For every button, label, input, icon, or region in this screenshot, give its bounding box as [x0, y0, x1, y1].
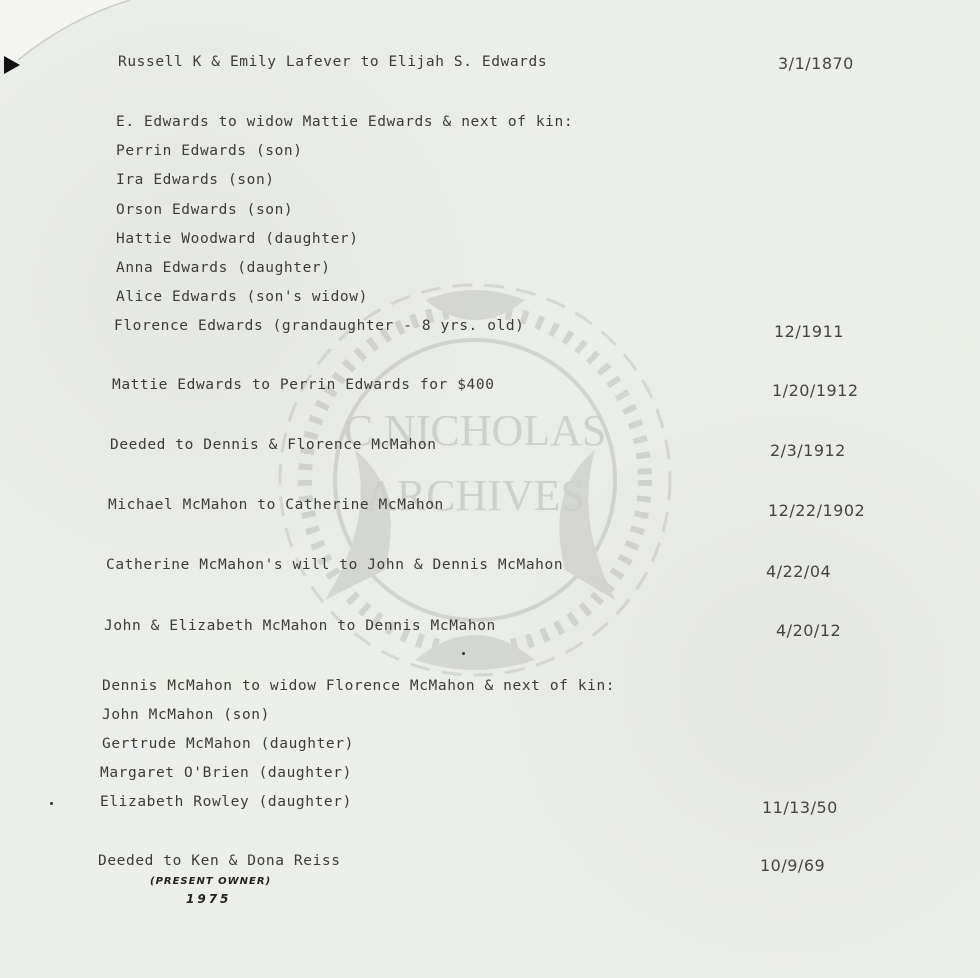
corner-fold-shadow: [0, 0, 130, 60]
entry-michael-to-catherine: Michael McMahon to Catherine McMahon: [108, 497, 444, 513]
entry-dennis-next-of-kin: Dennis McMahon to widow Florence McMahon & next of kin:: [102, 678, 616, 694]
date-lafever-to-edwards: 3/1/1870: [778, 54, 854, 73]
kin-hattie-woodward: Hattie Woodward (daughter): [116, 231, 359, 247]
entry-lafever-to-edwards: Russell K & Emily Lafever to Elijah S. Edwards: [118, 54, 548, 70]
entry-deeded-dennis-florence: Deeded to Dennis & Florence McMahon: [110, 437, 437, 453]
handwritten-present-owner: (PRESENT OWNER): [150, 876, 272, 887]
entry-catherine-will: Catherine McMahon's will to John & Dennis McMahon: [106, 557, 564, 573]
kin-perrin-edwards: Perrin Edwards (son): [116, 143, 303, 159]
date-elizabeth-rowley: 11/13/50: [762, 798, 838, 817]
kin-orson-edwards: Orson Edwards (son): [116, 202, 294, 218]
kin-ira-edwards: Ira Edwards (son): [116, 172, 275, 188]
entry-john-elizabeth-to-dennis: John & Elizabeth McMahon to Dennis McMahon: [104, 618, 496, 634]
entry-mattie-to-perrin: Mattie Edwards to Perrin Edwards for $400: [112, 377, 495, 393]
kin-john-mcmahon: John McMahon (son): [102, 707, 270, 723]
kin-florence-edwards: Florence Edwards (grandaughter - 8 yrs. old): [114, 318, 525, 334]
kin-margaret-obrien: Margaret O'Brien (daughter): [100, 765, 352, 781]
kin-gertrude-mcmahon: Gertrude McMahon (daughter): [102, 736, 354, 752]
date-john-elizabeth-to-dennis: 4/20/12: [776, 621, 842, 640]
date-mattie-to-perrin: 1/20/1912: [772, 381, 859, 400]
stray-mark: [50, 802, 53, 805]
kin-alice-edwards: Alice Edwards (son's widow): [116, 289, 368, 305]
date-deeded-reiss: 10/9/69: [760, 856, 826, 875]
date-deeded-dennis-florence: 2/3/1912: [770, 441, 846, 460]
entry-deeded-reiss: Deeded to Ken & Dona Reiss: [98, 853, 341, 869]
kin-elizabeth-rowley: Elizabeth Rowley (daughter): [100, 794, 352, 810]
date-florence-edwards: 12/1911: [774, 322, 844, 341]
handwritten-year: 1975: [186, 892, 232, 906]
kin-anna-edwards: Anna Edwards (daughter): [116, 260, 331, 276]
entry-edwards-next-of-kin: E. Edwards to widow Mattie Edwards & next of kin:: [116, 114, 574, 130]
date-catherine-will: 4/22/04: [766, 562, 832, 581]
watermark-text-line2: ARCHIVES: [364, 471, 586, 520]
watermark-text-line1: C.NICHOLAS: [343, 406, 607, 455]
stray-mark: [462, 652, 465, 655]
arrow-marker-icon: [4, 56, 20, 74]
date-michael-to-catherine: 12/22/1902: [768, 501, 866, 520]
